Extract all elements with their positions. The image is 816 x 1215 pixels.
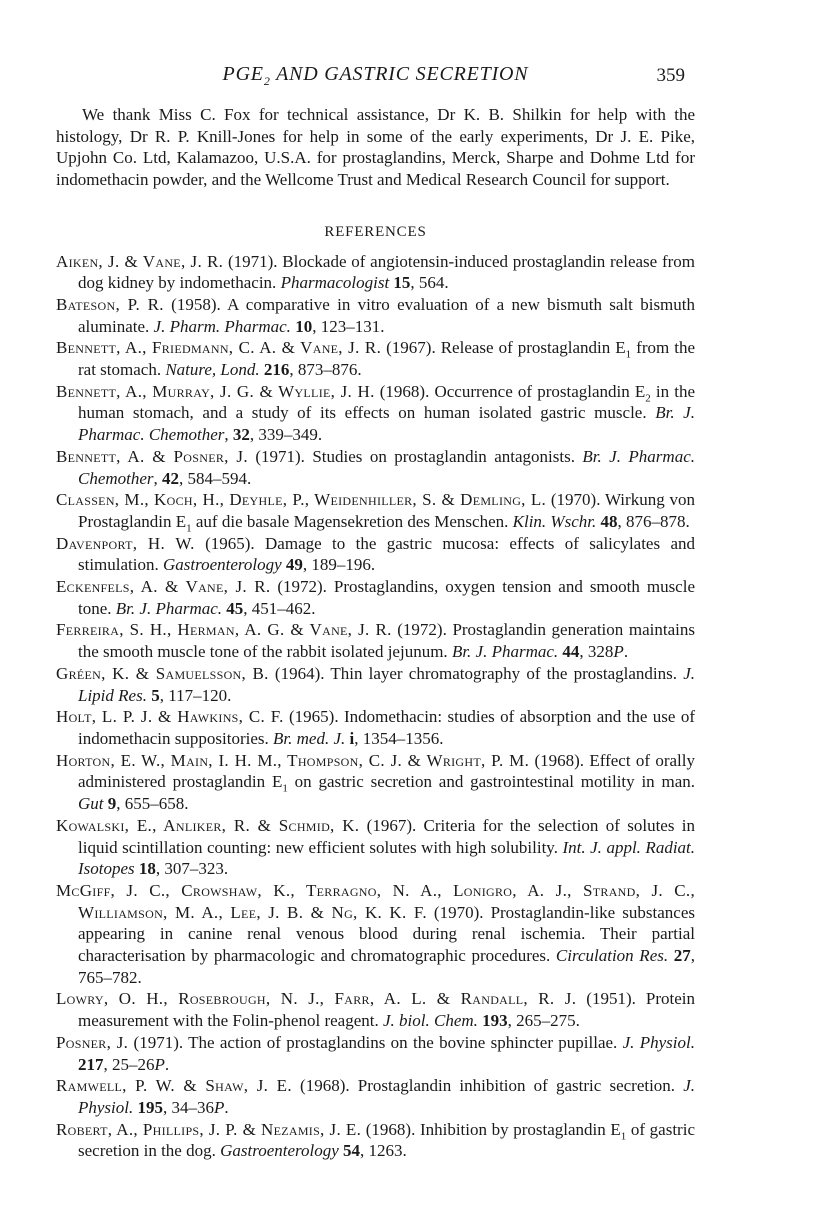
references-heading: REFERENCES: [324, 223, 427, 240]
reference-entry: Bennett, A., Friedmann, C. A. & Vane, J. R. (1967). Release of prostaglandin $E_1$ from the rat stomach. Nature, Lond. 216, 873–876.: [56, 338, 695, 380]
reference-entry: Bennett, A. & Posner, J. (1971). Studies on prostaglandin antagonists. Br. J. Pharmac. Chemother, 42, 584–594.: [56, 446, 695, 488]
reference-entry: Holt, L. P. J. & Hawkins, C. F. (1965). Indomethacin: studies of absorption and the use of indomethacin suppositories. Br. med. J. i, 1354–1356.: [56, 707, 695, 748]
reference-entry: Gréen, K. & Samuelsson, B. (1964). Thin layer chromatography of the prostaglandins. J. Lipid Res. 5, 117–120.: [56, 663, 695, 705]
reference-entry: Ferreira, S. H., Herman, A. G. & Vane, J. R. (1972). Prostaglandin generation maintains the smooth muscle tone of the rabbit isolated jejunum. Br. J. Pharmac. 44, 328P.: [56, 620, 695, 662]
reference-entry: Davenport, H. W. (1965). Damage to the gastric mucosa: effects of salicylates and stimulation. Gastroenterology 49, 189–196.: [56, 533, 695, 575]
running-title-pre: PGE: [222, 63, 264, 85]
acknowledgments-paragraph: We thank Miss C. Fox for technical assistance, Dr K. B. Shilkin for help with the histology, Dr R. P. Knill-Jones for help in some of the early experiments, Dr J. E. Pike, Upjohn Co. Ltd, Kalamazoo, U.S.A. for prostaglandins, Merck, Sharpe and Dohme Ltd for indomethacin powder, and the Wellcome Trust and Medical Research Council for support.: [56, 105, 695, 190]
page-header: [56, 64, 695, 94]
reference-entry: Robert, A., Phillips, J. P. & Nezamis, J. E. (1968). Inhibition by prostaglandin $E_1$ of gastric secretion in the dog. Gastroenterology 54, 1263.: [56, 1119, 695, 1161]
reference-entry: Eckenfels, A. & Vane, J. R. (1972). Prostaglandins, oxygen tension and smooth muscle tone. Br. J. Pharmac. 45, 451–462.: [56, 577, 695, 618]
running-title: [56, 64, 695, 86]
reference-entry: Aiken, J. & Vane, J. R. (1971). Blockade of angiotensin-induced prostaglandin release from dog kidney by indomethacin. Pharmacologist 15, 564.: [56, 251, 695, 293]
reference-entry: Ramwell, P. W. & Shaw, J. E. (1968). Prostaglandin inhibition of gastric secretion. J. Physiol. 195, 34–36P.: [56, 1076, 696, 1117]
reference-entry: Horton, E. W., Main, I. H. M., Thompson, C. J. & Wright, P. M. (1968). Effect of orally administered prostaglandin $E_1$ on gastric secretion and gastrointestinal motility in man. Gut 9, 655–658.: [56, 750, 696, 814]
reference-entry: McGiff, J. C., Crowshaw, K., Terragno, N. A., Lonigro, A. J., Strand, J. C., Williamson, M. A., Lee, J. B. & Ng, K. K. F. (1970). Prostaglandin-like substances appearing in canine renal venous blood during renal ischemia. Their partial characterisation by pharmacologic and chromatographic procedures. Circulation Res. 27, 765–782.: [56, 880, 695, 987]
page-number: 359: [656, 65, 685, 86]
reference-entry: Lowry, O. H., Rosebrough, N. J., Farr, A. L. & Randall, R. J. (1951). Protein measurement with the Folin-phenol reagent. J. biol. Chem. 193, 265–275.: [56, 989, 695, 1031]
reference-entry: Classen, M., Koch, H., Deyhle, P., Weidenhiller, S. & Demling, L. (1970). Wirkung von Prostaglandin $E_1$ auf die basale Magensekretion des Menschen. Klin. Wschr. 48, 876–878.: [56, 490, 695, 535]
reference-entry: Bennett, A., Murray, J. G. & Wyllie, J. H. (1968). Occurrence of prostaglandin $E_2$ in the human stomach, and a study of its effects on human isolated gastric muscle. Br. J. Pharmac. Chemother, 32, 339–349.: [56, 381, 695, 445]
running-title-subscript: 2: [263, 74, 271, 88]
reference-entry: Kowalski, E., Anliker, R. & Schmid, K. (1967). Criteria for the selection of solutes in liquid scintillation counting: new efficient solutes with high solubility. Int. J. appl. Radiat. Isotopes 18, 307–323.: [56, 815, 696, 879]
references-list: [56, 251, 695, 1163]
running-title-post: AND GASTRIC SECRETION: [270, 63, 529, 85]
reference-entry: Posner, J. (1971). The action of prostaglandins on the bovine sphincter pupillae. J. Physiol. 217, 25–26P.: [56, 1032, 695, 1074]
reference-entry: Bateson, P. R. (1958). A comparative in vitro evaluation of a new bismuth salt bismuth aluminate. J. Pharm. Pharmac. 10, 123–131.: [56, 294, 696, 336]
